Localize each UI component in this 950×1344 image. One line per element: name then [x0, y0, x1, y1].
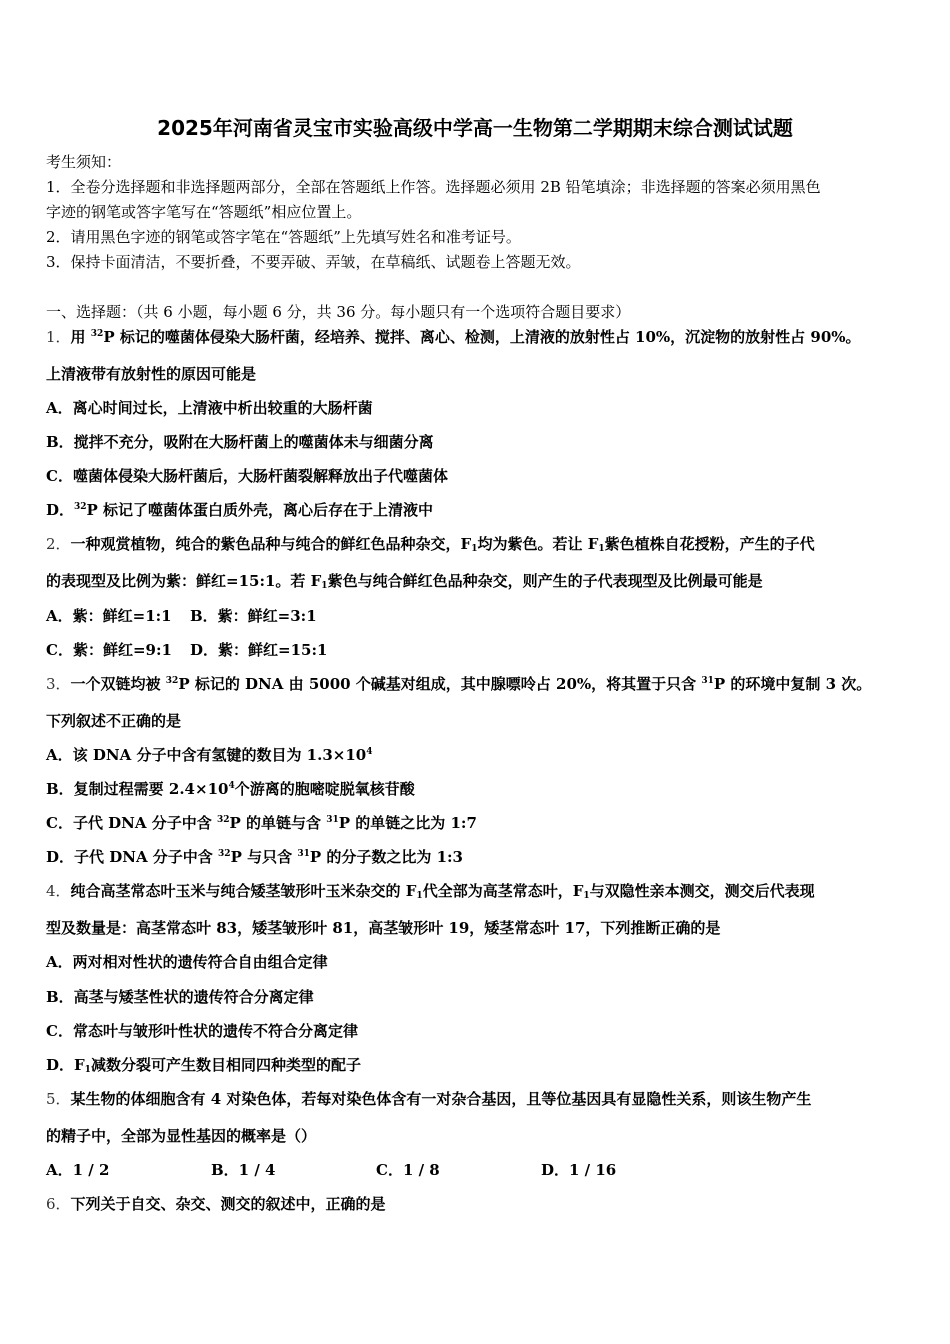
text: P 标记的噬菌体侵染大肠杆菌，经培养、搅拌、离心、检测，上清液的放射性占 10%，沉淀物的放射性占 90%。 [103, 328, 861, 346]
text: 用 [70, 328, 91, 346]
subscript: 1 [84, 1065, 91, 1075]
question-4-stem-cont: 型及数量是：高茎常态叶 83，矮茎皱形叶 81，高茎皱形叶 19，矮茎常态叶 17，下列推断正确的是 [46, 919, 721, 937]
question-5-option-c: C．1 / 8 [376, 1161, 440, 1179]
superscript: 32 [165, 676, 179, 686]
question-4-option-b: B．高茎与矮茎性状的遗传符合分离定律 [46, 988, 314, 1006]
question-1-option-b: B．搅拌不充分，吸附在大肠杆菌上的噬菌体未与细菌分离 [46, 433, 434, 451]
superscript: 31 [701, 676, 714, 686]
text: 纯合高茎常态叶玉米与纯合矮茎皱形叶玉米杂交的 F [70, 882, 417, 900]
question-1-option-a: A．离心时间过长，上清液中析出较重的大肠杆菌 [46, 399, 373, 417]
text: 一个双链均被 [70, 675, 166, 693]
superscript: 32 [90, 329, 104, 339]
text: 均为紫色。若让 F [477, 535, 599, 553]
question-3-option-b [46, 779, 415, 799]
section-heading: 一、选择题：（共 6 小题，每小题 6 分，共 36 分。每小题只有一个选项符合题目要求） [46, 303, 631, 321]
question-3-stem [46, 674, 871, 694]
subscript: 1 [471, 544, 478, 554]
question-number: 2． [46, 535, 71, 553]
text: P 标记了噬菌体蛋白质外壳，离心后存在于上清液中 [86, 501, 434, 519]
question-2-option-a: A．紫：鲜红=1:1 [46, 607, 172, 625]
superscript: 4 [228, 781, 235, 791]
subscript: 1 [583, 891, 590, 901]
text: D． [46, 501, 75, 519]
text: P 的单链与含 [229, 814, 327, 832]
question-5-options [46, 1160, 616, 1180]
text: A．该 DNA 分子中含有氢键的数目为 1.3×10 [46, 746, 367, 764]
question-4-option-a: A．两对相对性状的遗传符合自由组合定律 [46, 953, 328, 971]
text: D．F [46, 1056, 85, 1074]
text: P 的单链之比为 1:7 [338, 814, 477, 832]
text: P 的环境中复制 3 次。 [713, 675, 872, 693]
text: 下列关于自交、杂交、测交的叙述中，正确的是 [70, 1195, 386, 1213]
question-1-option-c: C．噬菌体侵染大肠杆菌后，大肠杆菌裂解释放出子代噬菌体 [46, 467, 448, 485]
question-number: 4． [46, 882, 71, 900]
notice-item-1-cont: 字迹的钢笔或答字笔写在“答题纸”相应位置上。 [46, 203, 362, 221]
question-5-stem-cont: 的精子中，全部为显性基因的概率是（） [46, 1127, 317, 1145]
text: 的表现型及比例为紫：鲜红=15:1。若 F [46, 572, 322, 590]
question-2-options-row-1 [46, 606, 317, 626]
subscript: 1 [598, 544, 605, 554]
notice-heading: 考生须知： [46, 153, 122, 171]
question-6-stem [46, 1194, 386, 1214]
superscript: 4 [366, 747, 373, 757]
question-5-stem [46, 1089, 811, 1109]
text: 个游离的胞嘧啶脱氧核苷酸 [234, 780, 415, 798]
question-2-option-c: C．紫：鲜红=9:1 [46, 641, 172, 659]
question-1-option-d [46, 500, 433, 520]
question-5-option-b: B．1 / 4 [211, 1161, 276, 1179]
question-3-option-c [46, 813, 477, 833]
text: 紫色植株自花授粉，产生的子代 [604, 535, 815, 553]
question-1-stem [46, 327, 861, 347]
notice-item-2: 2．请用黑色字迹的钢笔或答字笔在“答题纸”上先填写姓名和准考证号。 [46, 228, 521, 246]
text: P 的分子数之比为 1:3 [309, 848, 463, 866]
question-3-option-d [46, 847, 463, 867]
question-5-option-d: D．1 / 16 [541, 1161, 617, 1179]
text: B．复制过程需要 2.4×10 [46, 780, 229, 798]
text: D．子代 DNA 分子中含 [46, 848, 219, 866]
question-1-stem-cont: 上清液带有放射性的原因可能是 [46, 365, 257, 383]
notice-item-3: 3．保持卡面清洁，不要折叠，不要弄破、弄皱，在草稿纸、试题卷上答题无效。 [46, 253, 581, 271]
text: 紫色与纯合鲜红色品种杂交，则产生的子代表现型及比例最可能是 [327, 572, 763, 590]
question-4-stem [46, 881, 815, 901]
text: 减数分裂可产生数目相同四种类型的配子 [90, 1056, 361, 1074]
notice-item-1: 1．全卷分选择题和非选择题两部分，全部在答题纸上作答。选择题必须用 2B 铅笔填涂；非选择题的答案必须用黑色 [46, 178, 821, 196]
question-2-options-row-2 [46, 640, 327, 660]
question-5-option-a: A．1 / 2 [46, 1161, 110, 1179]
question-number: 5． [46, 1090, 71, 1108]
question-number: 6． [46, 1195, 71, 1213]
question-number: 3． [46, 675, 71, 693]
question-2-stem [46, 534, 815, 554]
question-2-stem-cont [46, 571, 763, 591]
superscript: 31 [297, 849, 310, 859]
question-number: 1． [46, 328, 71, 346]
superscript: 31 [326, 815, 339, 825]
question-4-option-c: C．常态叶与皱形叶性状的遗传不符合分离定律 [46, 1022, 358, 1040]
superscript: 32 [216, 815, 230, 825]
question-2-option-b: B．紫：鲜红=3:1 [190, 607, 317, 625]
text: 某生物的体细胞含有 4 对染色体，若每对染色体含有一对杂合基因，且等位基因具有显隐性关系，则该生物产生 [70, 1090, 812, 1108]
question-3-stem-cont: 下列叙述不正确的是 [46, 712, 182, 730]
text: 一种观赏植物，纯合的紫色品种与纯合的鲜红色品种杂交，F [70, 535, 472, 553]
question-3-option-a [46, 745, 372, 765]
text: 与双隐性亲本测交，测交后代表现 [589, 882, 815, 900]
subscript: 1 [321, 581, 328, 591]
question-2-option-d: D．紫：鲜红=15:1 [190, 641, 328, 659]
text: C．子代 DNA 分子中含 [46, 814, 217, 832]
subscript: 1 [416, 891, 423, 901]
text: P 与只含 [230, 848, 298, 866]
text: P 标记的 DNA 由 5000 个碱基对组成，其中腺嘌呤占 20%，将其置于只含 [178, 675, 702, 693]
page-title: 2025年河南省灵宝市实验高级中学高一生物第二学期期末综合测试试题 [157, 116, 793, 140]
text: 代全部为高茎常态叶，F [422, 882, 584, 900]
question-4-option-d [46, 1055, 361, 1075]
superscript: 32 [218, 849, 231, 859]
superscript: 32 [74, 502, 87, 512]
